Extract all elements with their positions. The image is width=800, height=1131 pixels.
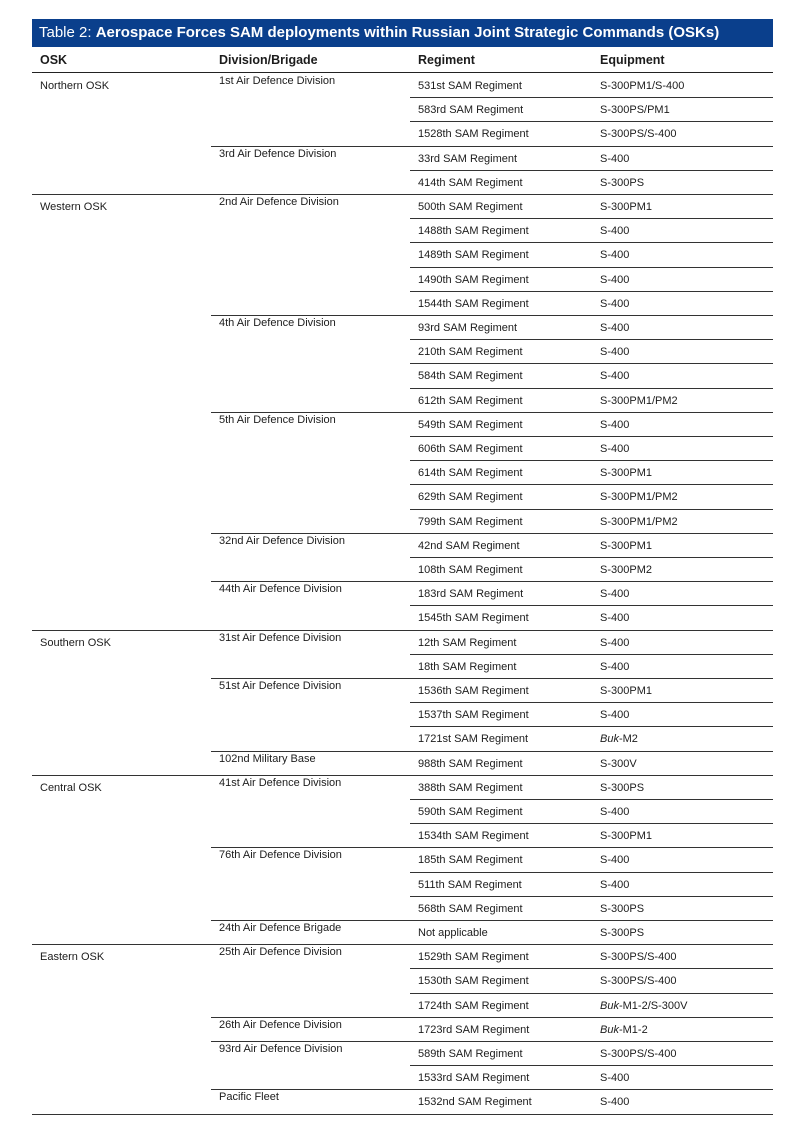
equipment-cell: S-300PM1 [600,830,652,843]
row-divider [211,678,773,679]
regiment-cell: 18th SAM Regiment [418,660,517,673]
division-name: 32nd Air Defence Division [219,534,345,547]
equipment-cell: S-300PM1/PM2 [600,515,678,528]
equipment-cell: Buk-M1-2 [600,1023,648,1036]
row-divider [410,388,773,389]
division-name: 51st Air Defence Division [219,680,342,692]
division-name: 3rd Air Defence Division [219,147,337,160]
equipment-cell: S-400 [600,636,630,649]
regiment-cell: 1490th SAM Regiment [418,273,529,286]
row-divider [410,1065,773,1066]
row-divider [410,702,773,703]
header-osk: OSK [40,53,68,67]
regiment-cell: 511th SAM Regiment [418,878,522,891]
osk-name: Western OSK [40,201,108,213]
regiment-cell: 1489th SAM Regiment [418,249,529,262]
equipment-cell: S-400 [600,370,630,383]
table-title-bar [32,19,773,47]
regiment-cell: 1532nd SAM Regiment [418,1096,532,1109]
row-divider [410,460,773,461]
regiment-cell: 1721st SAM Regiment [418,733,529,746]
division-name: 25th Air Defence Division [219,946,342,959]
equipment-italic-part: Buk [600,733,619,746]
row-divider [211,1041,773,1042]
equipment-cell: S-300PS/PM1 [600,104,670,117]
regiment-cell: 614th SAM Regiment [418,467,523,480]
regiment-cell: 185th SAM Regiment [418,854,523,867]
osk-name: Eastern OSK [40,951,105,964]
regiment-cell: 388th SAM Regiment [418,781,523,794]
row-divider [211,146,773,147]
row-divider [410,242,773,243]
row-divider [410,968,773,969]
equipment-cell: S-400 [600,1072,630,1085]
row-divider [211,1089,773,1090]
division-name: 93rd Air Defence Division [219,1043,343,1055]
row-divider [410,484,773,485]
row-divider [32,1114,773,1115]
regiment-cell: 1528th SAM Regiment [418,128,529,141]
equipment-cell: S-400 [600,660,630,673]
regiment-cell: 1537th SAM Regiment [418,709,529,722]
equipment-cell: S-300PS [600,902,645,915]
equipment-cell: S-300PM1 [600,467,652,480]
regiment-cell: 590th SAM Regiment [418,806,523,818]
equipment-cell: S-400 [600,612,630,625]
equipment-cell: S-400 [600,709,630,722]
row-divider [410,218,773,219]
equipment-cell: S-300PM1/S-400 [600,80,685,92]
regiment-cell: 988th SAM Regiment [418,757,523,770]
row-divider [410,557,773,558]
regiment-cell: 1544th SAM Regiment [418,297,529,310]
row-divider [410,97,773,98]
regiment-cell: 531st SAM Regiment [418,80,522,92]
regiment-cell: 210th SAM Regiment [418,346,523,359]
equipment-cell: S-400 [600,1096,630,1109]
equipment-cell: S-400 [600,443,630,455]
header-regiment: Regiment [418,53,475,67]
equipment-cell: S-400 [600,225,630,238]
division-name: 76th Air Defence Division [219,849,342,862]
equipment-cell: S-300PS/S-400 [600,1048,677,1060]
row-divider [211,581,773,582]
regiment-cell: 33rd SAM Regiment [418,152,518,165]
equipment-cell: S-300PS [600,176,645,189]
division-name: 2nd Air Defence Division [219,196,339,208]
row-divider [410,799,773,800]
row-divider [410,291,773,292]
equipment-cell: S-400 [600,878,630,891]
regiment-cell: 93rd SAM Regiment [418,322,518,334]
equipment-cell: S-300PS/S-400 [600,951,677,964]
row-divider [410,170,773,171]
equipment-cell: S-400 [600,322,630,334]
osk-name: Southern OSK [40,636,111,649]
table-header-row [32,47,773,73]
equipment-italic-part: Buk [600,999,619,1012]
division-name: 31st Air Defence Division [219,631,342,644]
row-divider [410,509,773,510]
regiment-cell: Not applicable [418,927,488,939]
equipment-cell: S-300PS [600,781,645,794]
row-divider [211,533,773,534]
equipment-cell: S-300PS [600,927,645,939]
osk-name: Central OSK [40,781,102,794]
row-divider [410,436,773,437]
equipment-cell: Buk-M2 [600,733,638,746]
regiment-cell: 612th SAM Regiment [418,394,523,407]
equipment-cell: S-400 [600,249,630,262]
regiment-cell: 42nd SAM Regiment [418,539,520,552]
row-divider [211,847,773,848]
regiment-cell: 799th SAM Regiment [418,515,523,528]
regiment-cell: 629th SAM Regiment [418,491,523,504]
row-divider [410,896,773,897]
equipment-cell: S-400 [600,854,630,867]
equipment-cell: S-400 [600,273,630,286]
regiment-cell: 500th SAM Regiment [418,201,523,213]
regiment-cell: 606th SAM Regiment [418,443,523,455]
regiment-cell: 584th SAM Regiment [418,370,523,383]
regiment-cell: 1545th SAM Regiment [418,612,529,625]
row-divider [410,654,773,655]
equipment-cell: S-400 [600,418,630,431]
row-divider [410,823,773,824]
equipment-cell: Buk-M1-2/S-300V [600,999,688,1012]
equipment-cell: S-300PM1/PM2 [600,394,678,407]
row-divider [211,751,773,752]
division-name: Pacific Fleet [219,1091,279,1104]
row-divider [32,194,773,195]
equipment-cell: S-300PM1 [600,685,652,697]
regiment-cell: 568th SAM Regiment [418,902,523,915]
header-division: Division/Brigade [219,53,318,67]
equipment-cell: S-300PM1 [600,539,652,552]
division-name: 41st Air Defence Division [219,776,342,789]
row-divider [410,605,773,606]
equipment-cell: S-400 [600,806,630,818]
row-divider [211,315,773,316]
regiment-cell: 1723rd SAM Regiment [418,1023,530,1036]
row-divider [211,1017,773,1018]
regiment-cell: 1536th SAM Regiment [418,685,529,697]
row-divider [32,944,773,945]
regiment-cell: 589th SAM Regiment [418,1048,523,1060]
regiment-cell: 1530th SAM Regiment [418,975,529,988]
row-divider [410,339,773,340]
equipment-cell: S-400 [600,297,630,310]
regiment-cell: 1529th SAM Regiment [418,951,529,964]
regiment-cell: 183rd SAM Regiment [418,588,524,601]
header-equipment: Equipment [600,53,665,67]
regiment-cell: 108th SAM Regiment [418,564,523,576]
division-name: 24th Air Defence Brigade [219,922,342,934]
regiment-cell: 1488th SAM Regiment [418,225,529,238]
regiment-cell: 1534th SAM Regiment [418,830,529,843]
equipment-cell: S-400 [600,346,630,359]
division-name: 26th Air Defence Division [219,1018,342,1031]
equipment-cell: S-300PM2 [600,564,652,576]
division-name: 4th Air Defence Division [219,317,336,329]
row-divider [410,872,773,873]
table-title: Aerospace Forces SAM deployments within Russian Joint Strategic Commands (OSKs) [95,24,720,41]
row-divider [410,363,773,364]
equipment-cell: S-300V [600,757,637,770]
equipment-cell: S-400 [600,588,630,601]
equipment-cell: S-300PM1/PM2 [600,491,678,504]
division-name: 44th Air Defence Division [219,583,342,596]
regiment-cell: 12th SAM Regiment [418,636,517,649]
equipment-cell: S-300PS/S-400 [600,975,677,988]
row-divider [32,775,773,776]
osk-name: Northern OSK [40,80,110,92]
row-divider [410,121,773,122]
table-number: Table 2: [39,24,96,41]
equipment-cell: S-300PM1 [600,201,652,213]
row-divider [410,993,773,994]
row-divider [211,412,773,413]
equipment-italic-part: Buk [600,1023,619,1036]
row-divider [410,726,773,727]
row-divider [410,267,773,268]
regiment-cell: 583rd SAM Regiment [418,104,524,117]
row-divider [211,920,773,921]
division-name: 102nd Military Base [219,752,316,765]
division-name: 1st Air Defence Division [219,75,336,87]
regiment-cell: 1724th SAM Regiment [418,999,529,1012]
equipment-cell: S-400 [600,152,630,165]
division-name: 5th Air Defence Division [219,413,336,426]
regiment-cell: 1533rd SAM Regiment [418,1072,530,1085]
regiment-cell: 549th SAM Regiment [418,418,523,431]
row-divider [32,630,773,631]
equipment-cell: S-300PS/S-400 [600,128,677,141]
regiment-cell: 414th SAM Regiment [418,176,523,189]
